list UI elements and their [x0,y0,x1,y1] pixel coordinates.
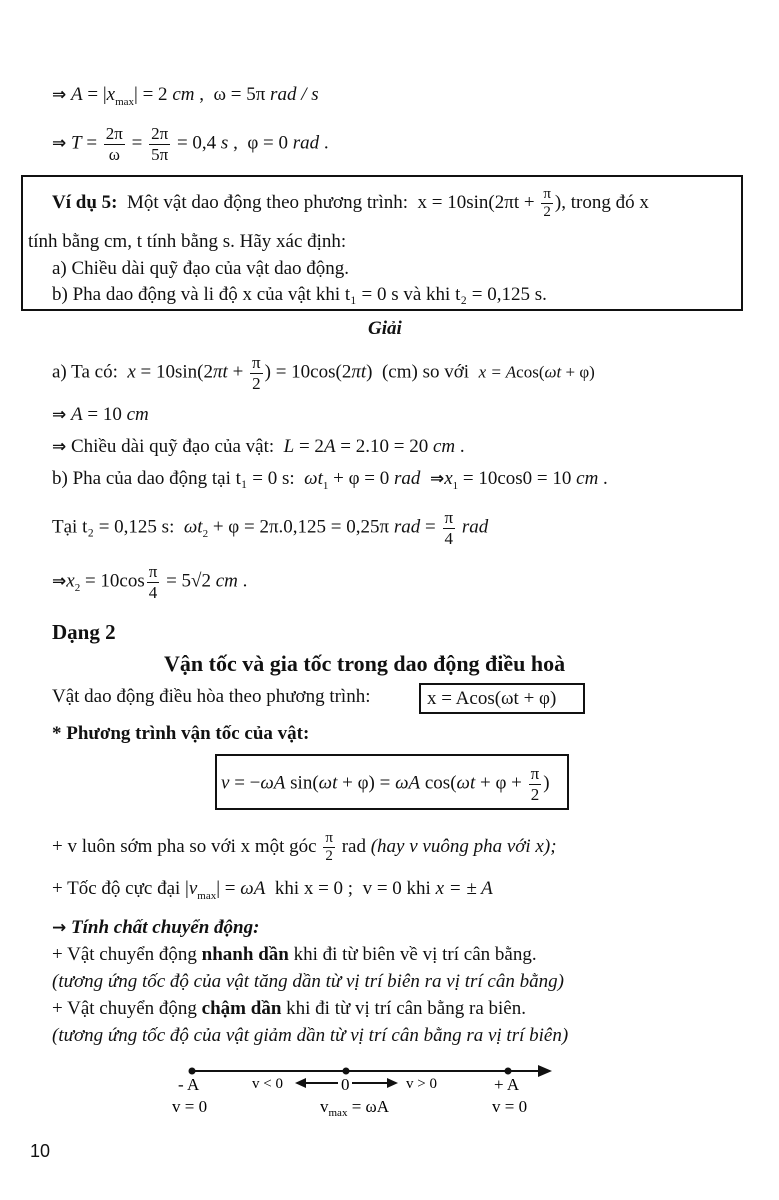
point-plus-A [505,1068,512,1075]
max-speed-line: + Tốc độ cực đại $|v_{max}| = \omega A$ khi x = 0 ; v = 0 khi x = ± A [52,878,493,902]
example-5-item-b: b) Pha dao động và li độ x của vật khi t₁ = 0 s và khi t₂ = 0,125 s. [52,284,547,305]
phase-text-1: + v luôn sớm pha so với x một góc [52,836,317,858]
phase-text-2: rad [341,836,366,858]
example-5-intro: Một vật dao động theo phương trình: [126,192,409,214]
solution-length: ⇒ Chiều dài quỹ đạo của vật: L = 2A = 2.10 = 20 cm . [52,436,465,457]
solution-a-prefix: a) Ta có: [52,361,118,383]
section-title: Dạng 2 [52,620,116,644]
eq-amplitude-omega: ⇒ $A = |x_{max}| = 2$ cm , ω = 5π rad / s [52,84,319,108]
solution-length-text: Chiều dài quỹ đạo của vật: [71,436,275,457]
arrow-right-icon: → [52,918,67,938]
solution-b-line: b) Pha của dao động tại t₁ = 0 s: $\omega t_1 + \varphi = 0$ rad $\Rightarrow x_1 = 10\cos 0 = 10$ cm . [52,468,608,492]
page-number: 10 [30,1141,51,1161]
solution-b-text: b) Pha của dao động tại t₁ = 0 s: [52,468,295,489]
label-center: 0 [341,1075,350,1094]
example-5-item-a: a) Chiều dài quỹ đạo của vật dao động. [52,258,350,279]
slow-line: + Vật chuyển động chậm dần khi đi từ vị trí cân bằng ra biên. [52,998,526,1019]
phase-note: (hay v vuông pha với x); [370,836,557,858]
label-vmax: $v_{max} = \omega A$ [320,1097,390,1119]
arrow-right-head [387,1078,398,1088]
eq-period-phase: ⇒ T = $\frac{2\pi}{\omega}$ = $\frac{2\pi}{5\pi}$ = 0,4 s , φ = 0 rad . [52,124,329,164]
point-center [343,1068,350,1075]
solution-t2-text: Tại t₂ = 0,125 s: [52,516,175,538]
fast-note: (tương ứng tốc độ của vật tăng dần từ vị trí biên ra vị trí cân bằng) [52,971,564,992]
motion-heading: Tính chất chuyển động: [71,917,260,938]
point-minus-A [189,1068,196,1075]
intro-text: Vật dao động điều hòa theo phương trình: [52,686,371,707]
arrow-left-head [295,1078,306,1088]
label-right-v: v = 0 [492,1097,528,1116]
label-v-positive: v > 0 [406,1076,437,1092]
label-plus-A: + A [494,1075,520,1094]
solution-x2-line: $\Rightarrow x_2 = 10\cos$ $\frac{\pi}{4}$ = 5√2 cm . [52,562,248,602]
label-v-negative: v < 0 [252,1076,283,1092]
zero-speed-text: v = 0 khi [362,878,431,899]
example-5-line-1: Ví dụ 5: Một vật dao động theo phương trình: x = 10sin(2πt + $\frac{\pi}{2}$ ), trong đó x [52,186,649,221]
slow-note: (tương ứng tốc độ của vật giảm dần từ vị trí cân bằng ra vị trí biên) [52,1025,569,1046]
velocity-equation: v = −ωA sin(ωt + φ) = ωA cos(ωt + φ + $\frac{\pi}{2}$ ) [221,764,550,804]
phase-line: + v luôn sớm pha so với x một góc $\frac{\pi}{2}$ rad (hay v vuông pha với x); [52,830,557,865]
solution-t2-line: Tại t₂ = 0,125 s: $\omega t_2 + \varphi = 2\pi.0,125 = 0,25\pi$ rad = $\frac{\pi}{4}$ rad [52,508,489,548]
zero-speed-cond: x = ± A [435,878,493,899]
max-speed-text: + Tốc độ cực đại [52,878,181,899]
fast-keyword: nhanh dần [201,944,289,965]
boxed-equation-text: x = Acos(ωt + φ) [427,688,557,709]
solution-a-unit: (cm) so với [381,361,470,383]
solution-a-line: a) Ta có: x = 10sin(2πt + $\frac{\pi}{2}$ ) = 10cos(2πt) (cm) so với x = Acos(ωt + φ) [52,353,595,393]
max-speed-cond: khi x = 0 ; [274,878,354,899]
label-minus-A: - A [178,1075,200,1094]
axis-arrowhead [538,1065,552,1077]
example-5-line-2: tính bằng cm, t tính bằng s. Hãy xác định: [28,231,347,252]
example-5-label: Ví dụ 5: [52,192,118,214]
fast-line: + Vật chuyển động nhanh dần khi đi từ biên về vị trí cân bằng. [52,944,537,965]
solution-heading: Giải [368,318,402,339]
slow-keyword: chậm dần [201,998,282,1019]
example-5-tail: , trong đó x [561,192,649,214]
solution-A-value: ⇒ A = 10 cm [52,404,149,425]
section-subtitle: Vận tốc và gia tốc trong dao động điều hoà [164,651,566,676]
velocity-heading: * Phương trình vận tốc của vật: [52,723,310,744]
label-left-v: v = 0 [172,1097,208,1116]
